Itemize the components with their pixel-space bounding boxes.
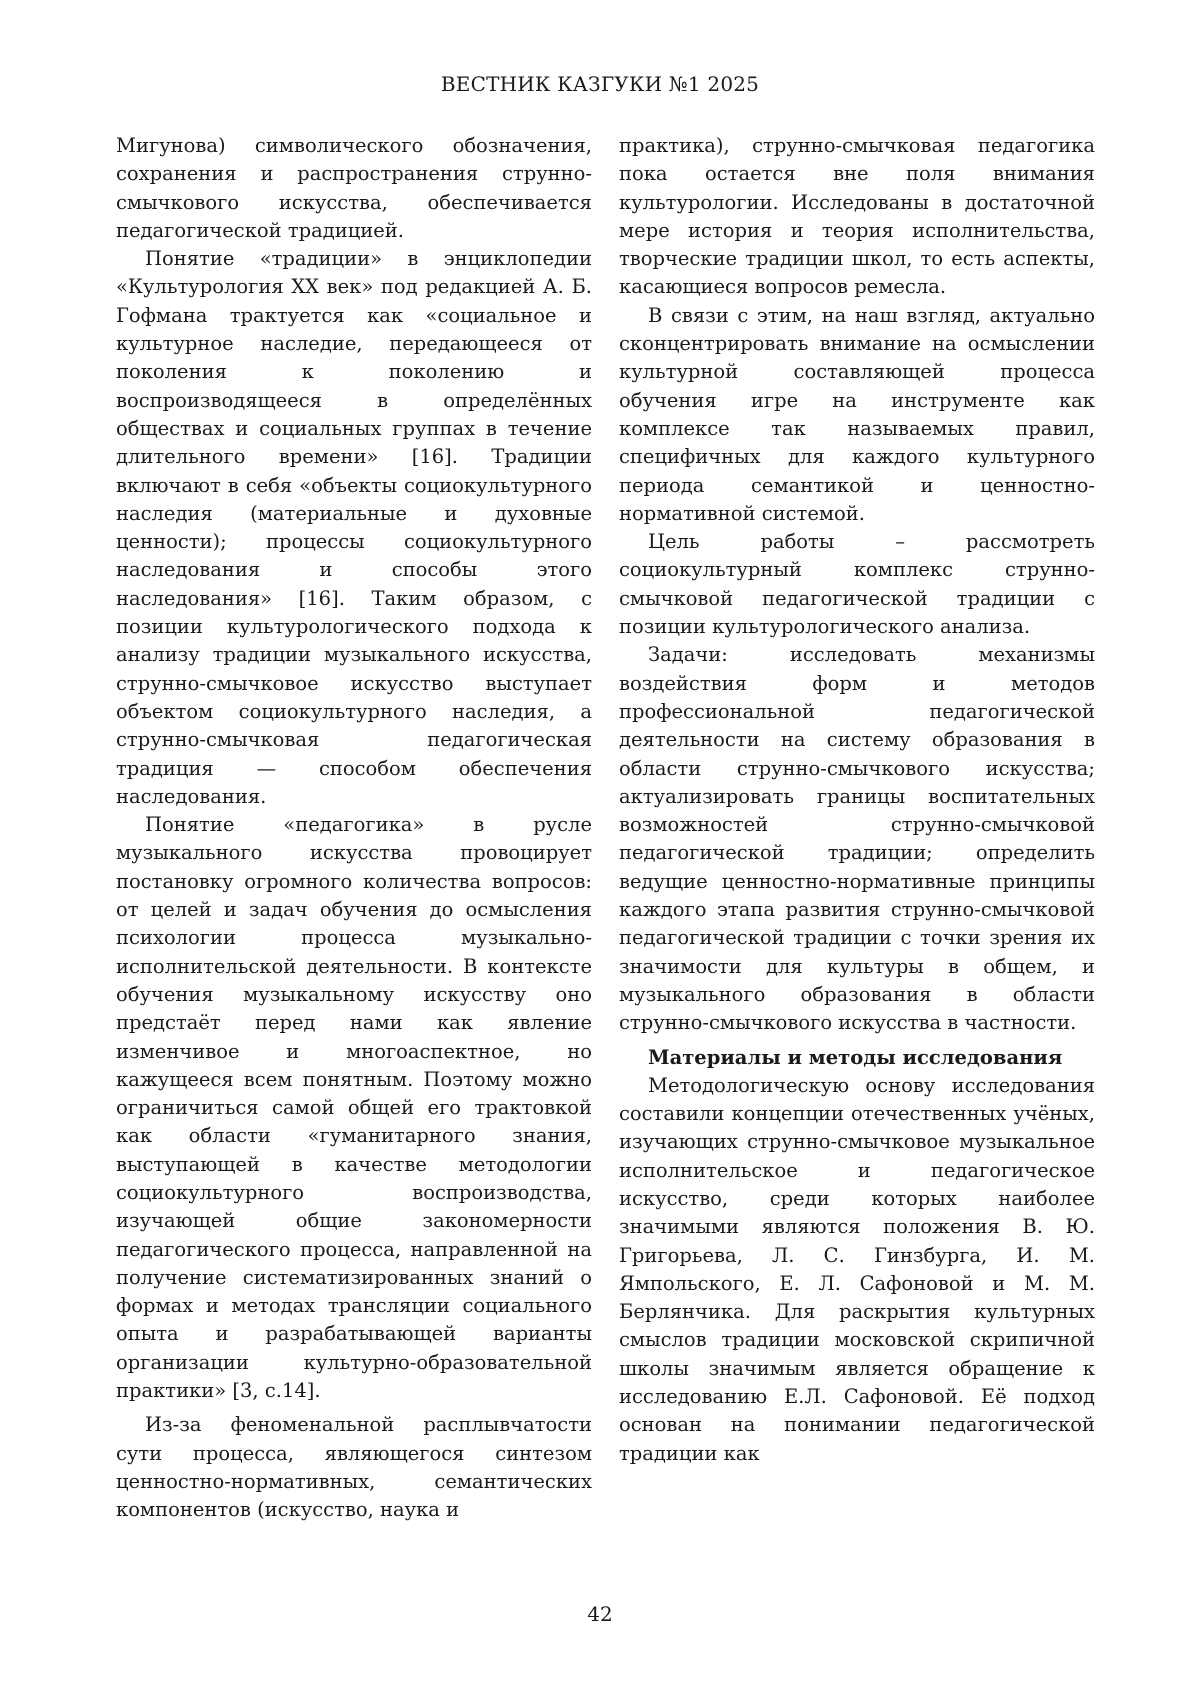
paragraph: Цель работы – рассмотреть социокультурный комплекс струнно-смычковой педагогической традиции с позиции культурологического анализа. <box>619 530 1095 639</box>
paragraph: Понятие «традиции» в энциклопедии «Культурология XX век» под редакцией А. Б. Гофмана трактуется как «социальное и культурное наследие, передающееся от поколения к поколению и воспроизводящееся в определённых обществах и социальных группах в течение длительного времени» [16]. Традиции включают в себя «объекты социокультурного наследия (материальные и духовные ценности); процессы социокультурного наследования и способы этого наследования» [16]. Таким образом, с позиции культурологического подхода к анализу традиции музыкального искусства, струнно-смычковое искусство выступает объектом социокультурного наследия, а струнно-смычковая педагогическая традиция — способом обеспечения наследования. <box>116 247 592 808</box>
section-heading: Материалы и методы исследования <box>648 1045 1063 1069</box>
right-column <box>619 132 1095 1468</box>
paragraph: В связи с этим, на наш взгляд, актуально сконцентрировать внимание на осмыслении культурной составляющей процесса обучения игре на инструменте как комплексе так называемых правил, специфичных для каждого культурного периода семантикой и ценностно-нормативной системой. <box>619 303 1095 525</box>
paragraph: Понятие «педагогика» в русле музыкального искусства провоцирует постановку огромного количества вопросов: от целей и задач обучения до осмысления психологии процесса музыкально-исполнительской деятельности. В контексте обучения музыкальному искусству оно предстаёт перед нами как явление изменчивое и многоаспектное, но кажущееся всем понятным. Поэтому можно ограничиться самой общей его трактовкой как области «гуманитарного знания, выступающей в качестве методологии социокультурного воспроизводства, изучающей общие закономерности педагогического процесса, направленной на получение систематизированных знаний о формах и методах трансляции социального опыта и разрабатывающей варианты организации культурно-образовательной практики» [3, с.14]. <box>116 813 592 1403</box>
paragraph: Задачи: исследовать механизмы воздействия форм и методов профессиональной педагогической деятельности на систему образования в области струнно-смычкового искусства; актуализировать границы воспитательных возможностей струнно-смычковой педагогической традиции; определить ведущие ценностно-нормативные принципы каждого этапа развития струнно-смычковой педагогической традиции с точки зрения их значимости для культуры в общем, и музыкального образования в области струнно-смычкового искусства в частности. <box>619 643 1095 1035</box>
paragraph: Методологическую основу исследования составили концепции отечественных учёных, изучающих струнно-смычковое музыкальное исполнительское и педагогическое искусство, среди которых наиболее значимыми являются положения В. Ю. Григорьева, Л. С. Гинзбурга, И. М. Ямпольского, Е. Л. Сафоновой и М. М. Берлянчика. Для раскрытия культурных смыслов традиции московской скрипичной школы значимым является обращение к исследованию Е.Л. Сафоновой. Её подход основан на понимании педагогической традиции как <box>619 1073 1095 1465</box>
left-column <box>116 132 592 1525</box>
page-number: 42 <box>587 1602 613 1626</box>
journal-header: ВЕСТНИК КАЗГУКИ №1 2025 <box>440 72 760 96</box>
paragraph: Из-за феноменальной расплывчатости сути процесса, являющегося синтезом ценностно-нормативных, семантических компонентов (искусство, наука и <box>116 1413 592 1522</box>
paragraph: практика), струнно-смычковая педагогика пока остается вне поля внимания культурологии. Исследованы в достаточной мере история и теория исполнительства, творческие традиции школ, то есть аспекты, касающиеся вопросов ремесла. <box>619 134 1095 299</box>
paragraph: Мигунова) символического обозначения, сохранения и распространения струнно-смычкового искусства, обеспечивается педагогической традицией. <box>116 134 592 242</box>
